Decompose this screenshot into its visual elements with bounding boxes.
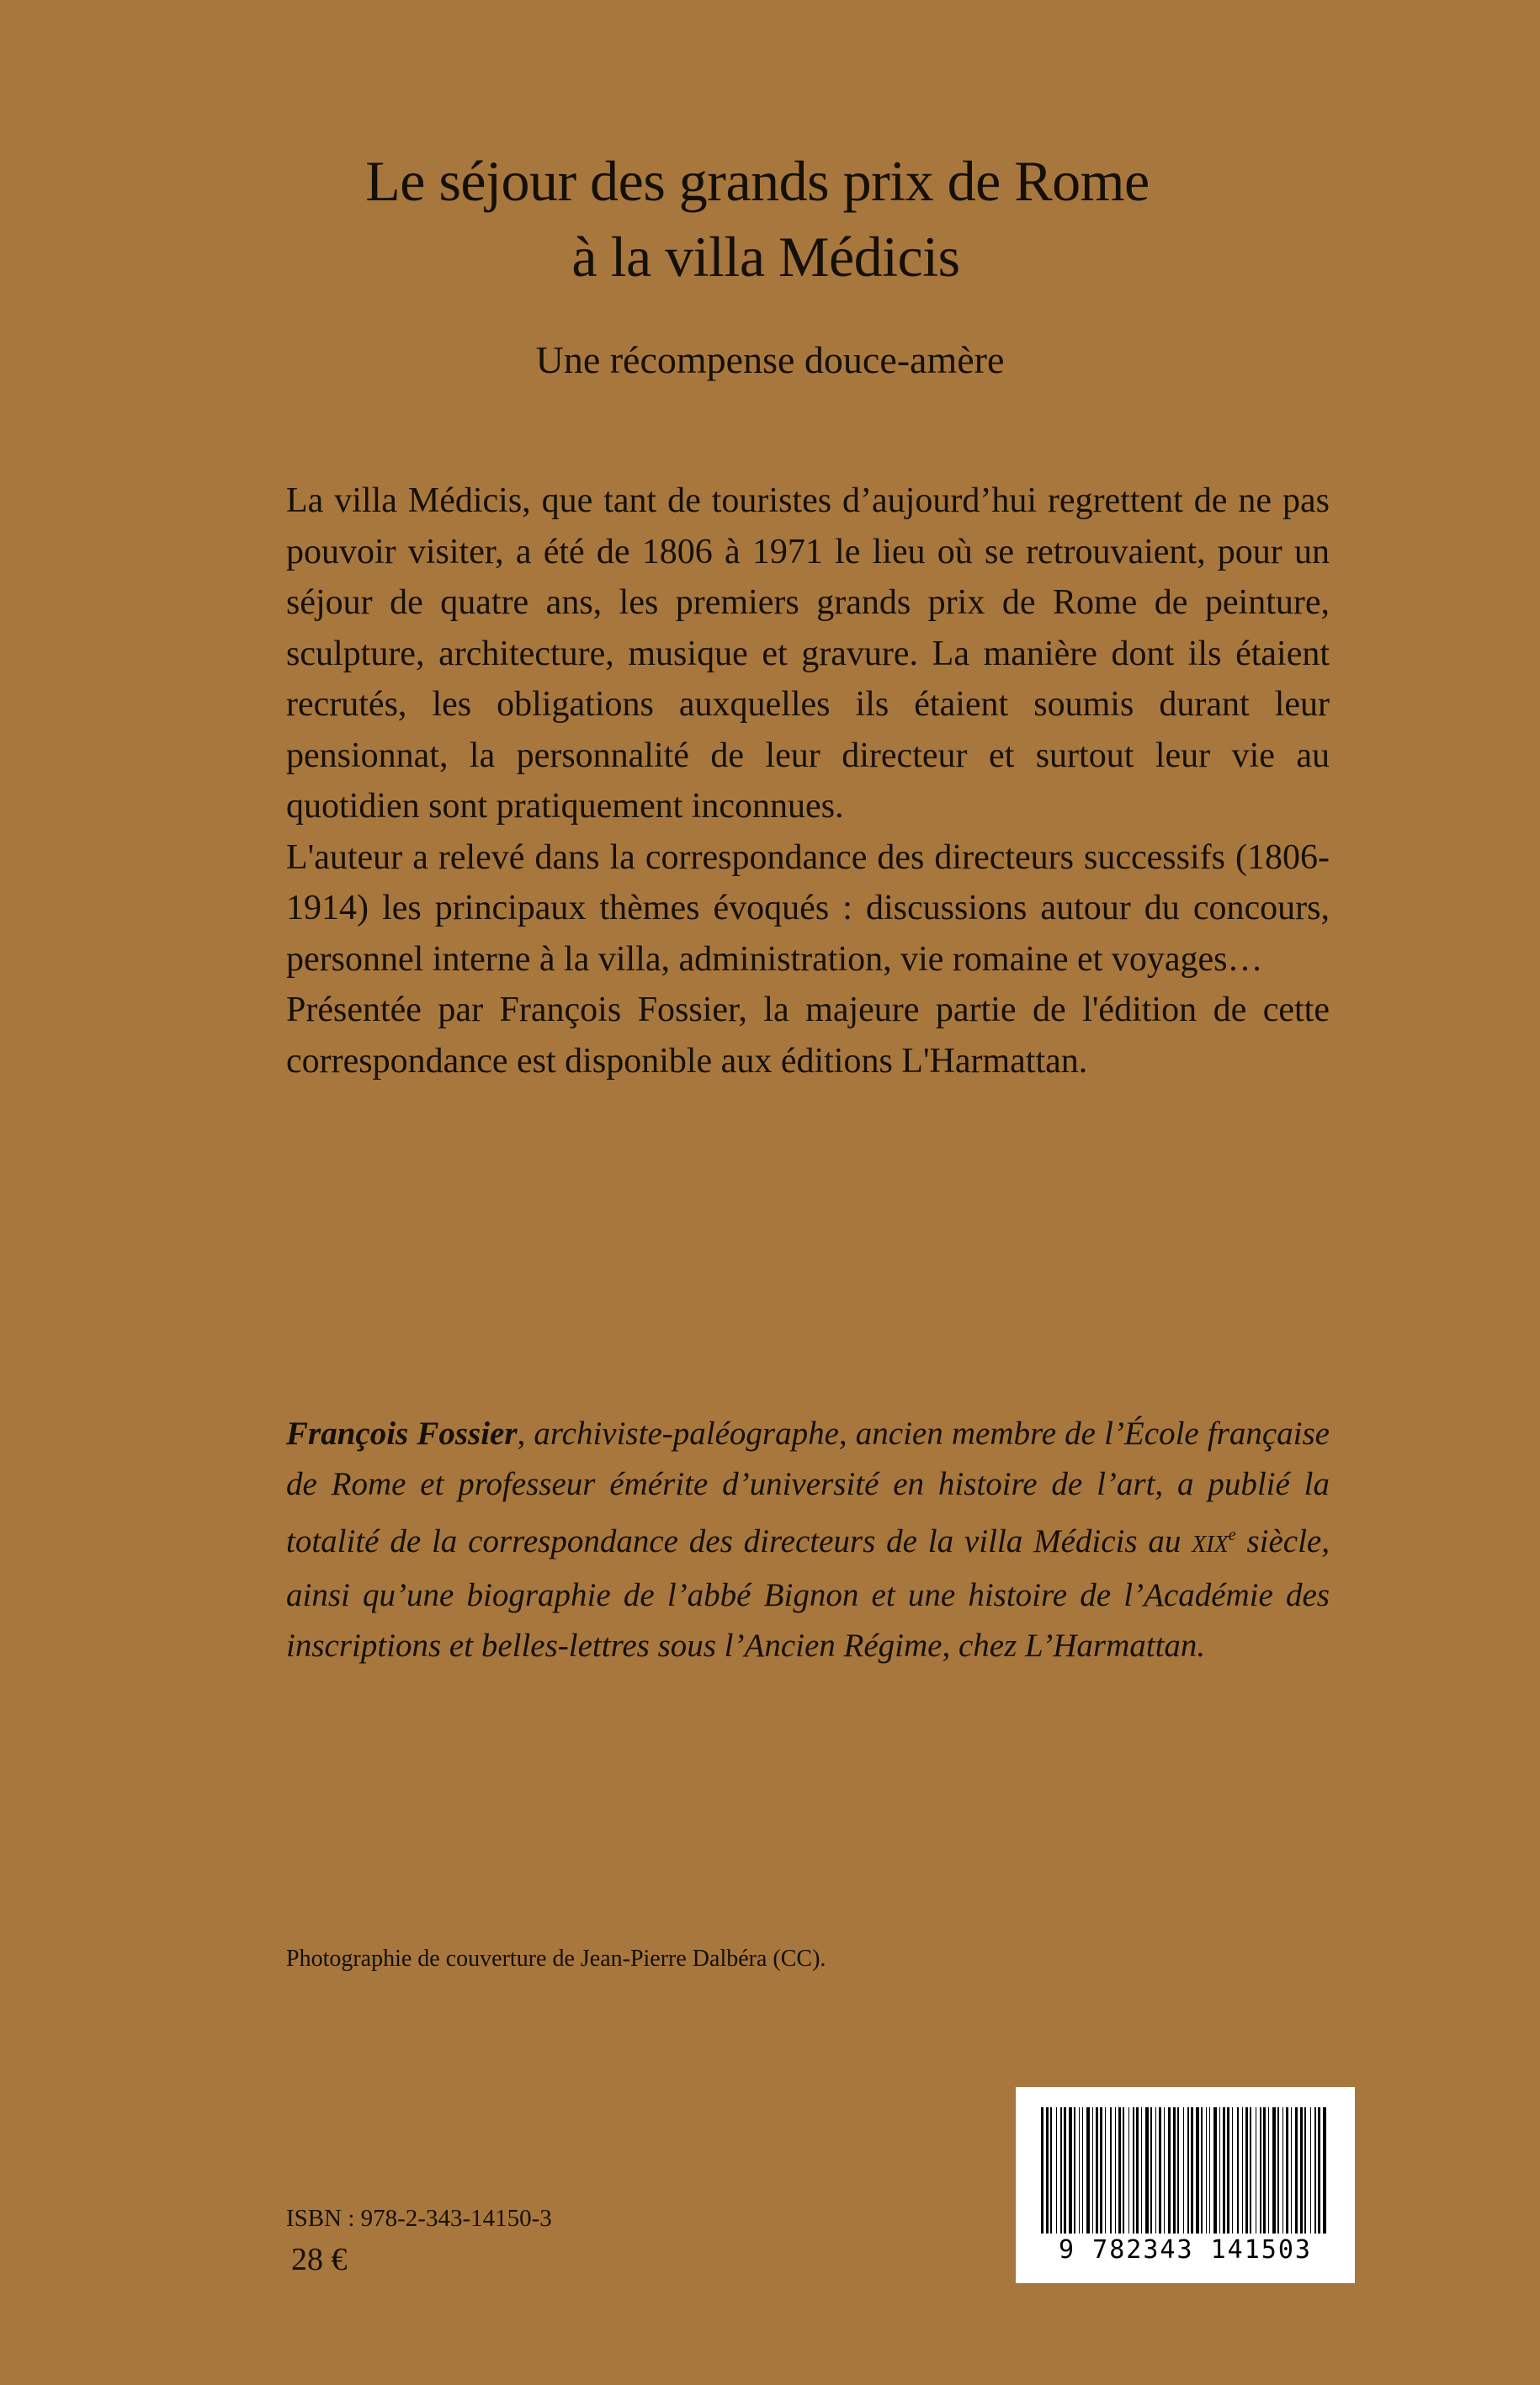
barcode-bar — [1282, 2107, 1283, 2234]
barcode-bar — [1164, 2107, 1165, 2234]
barcode-bar — [1155, 2107, 1156, 2234]
barcode-bar — [1136, 2107, 1139, 2234]
barcode-bar — [1304, 2107, 1306, 2234]
barcode-bar — [1263, 2107, 1266, 2234]
barcode-bar — [1128, 2107, 1129, 2234]
barcode-bar — [1232, 2107, 1233, 2234]
barcode-bar — [1323, 2107, 1326, 2234]
barcode-bar — [1206, 2107, 1207, 2234]
barcode-bars — [1038, 2107, 1333, 2234]
barcode-bar — [1268, 2107, 1269, 2234]
barcode-bar — [1141, 2107, 1142, 2234]
bio-text-part-1: , archiviste-paléographe, ancien membre de l’École française de Rome et professeur émérite d’université en histoire de l’art, a publié la totalité de la correspondance des directeurs de la villa Médicis au — [286, 1416, 1330, 1559]
barcode-bar — [1201, 2107, 1203, 2234]
barcode-bar — [1041, 2107, 1043, 2234]
author-bio — [286, 1409, 1330, 1671]
photo-credit: Photographie de couverture de Jean-Pierre Dalbéra (CC). — [286, 1946, 826, 1972]
barcode-bar — [1145, 2107, 1149, 2234]
barcode-bar — [1219, 2107, 1220, 2234]
author-name: François Fossier — [286, 1416, 518, 1452]
barcode-bar — [1115, 2107, 1116, 2234]
barcode-bar — [1056, 2107, 1057, 2234]
barcode-bar — [1310, 2107, 1311, 2234]
barcode-bar — [1209, 2107, 1210, 2234]
barcode-bar — [1318, 2107, 1320, 2234]
barcode-bar — [1118, 2107, 1121, 2234]
barcode-bar — [1223, 2107, 1225, 2234]
barcode-bar — [1074, 2107, 1075, 2234]
barcode-digits: 9 782343 141503 — [1059, 2235, 1312, 2265]
barcode-bar — [1213, 2107, 1217, 2234]
barcode-bar — [1291, 2107, 1292, 2234]
barcode-bar — [1177, 2107, 1179, 2234]
barcode-bar — [1046, 2107, 1049, 2234]
summary-text — [286, 475, 1330, 1086]
barcode-bar — [1260, 2107, 1261, 2234]
isbn: ISBN : 978-2-343-14150-3 — [286, 2205, 552, 2232]
barcode-bar — [1250, 2107, 1251, 2234]
barcode-bar — [1064, 2107, 1066, 2234]
barcode-bar — [1242, 2107, 1243, 2234]
barcode-bar — [1050, 2107, 1052, 2234]
barcode-bar — [1245, 2107, 1248, 2234]
book-subtitle: Une récompense douce-amère — [535, 338, 1005, 381]
barcode-bar — [1060, 2107, 1062, 2234]
barcode-bar — [1300, 2107, 1303, 2234]
barcode-bar — [1237, 2107, 1239, 2234]
barcode-bar — [1277, 2107, 1279, 2234]
price: 28 € — [291, 2242, 348, 2277]
barcode-bar — [1314, 2107, 1316, 2234]
barcode-bar — [1272, 2107, 1276, 2234]
barcode-bar — [1183, 2107, 1184, 2234]
barcode-bar — [1187, 2107, 1189, 2234]
barcode-bar — [1079, 2107, 1080, 2234]
book-title-line-2: à la villa Médicis — [571, 225, 960, 289]
barcode-bar — [1105, 2107, 1106, 2234]
barcode-bar — [1295, 2107, 1298, 2234]
bio-text-part-2: siècle, ainsi qu’une biographie de l’abbé Bignon et une histoire de l’Académie des inscriptions et belles-lettres sous l’Ancien Régime, chez L’Harmattan. — [286, 1523, 1330, 1664]
barcode-bar — [1069, 2107, 1072, 2234]
barcode-bar — [1133, 2107, 1134, 2234]
barcode-bar — [1227, 2107, 1229, 2234]
bio-century-sup: e — [1228, 1526, 1236, 1544]
barcode-bar — [1086, 2107, 1090, 2234]
barcode-bar — [1196, 2107, 1199, 2234]
summary-paragraph-3: Présentée par François Fossier, la majeure partie de l'édition de cette correspondance est disponible aux éditions L'Harmattan. — [286, 991, 1330, 1081]
barcode-bar — [1082, 2107, 1083, 2234]
bio-century: XIX — [1192, 1532, 1229, 1558]
summary-paragraph-2: L'auteur a relevé dans la correspondance des directeurs successifs (1806-1914) les principaux thèmes évoqués : discussions autour du concours, personnel interne à la villa, administration, vie romaine et voyages… — [286, 837, 1330, 979]
barcode-bar — [1150, 2107, 1152, 2234]
summary-paragraph-1: La villa Médicis, que tant de touristes d’aujourd’hui regrettent de ne pas pouvoir visiter, a été de 1806 à 1971 le lieu où se retrouvaient, pour un séjour de quatre ans, les premiers grands prix de Rome de peinture, sculpture, architecture, musique et gravure. La manière dont ils étaient recrutés, les obligations auxquelles ils étaient soumis durant leur pensionnat, la personnalité de leur directeur et surtout leur vie au quotidien sont pratiquement inconnues. — [286, 481, 1330, 826]
barcode-bar — [1100, 2107, 1102, 2234]
barcode-bar — [1123, 2107, 1124, 2234]
barcode-bar — [1092, 2107, 1093, 2234]
barcode — [1016, 2087, 1355, 2283]
barcode-bar — [1110, 2107, 1112, 2234]
barcode-bar — [1173, 2107, 1176, 2234]
barcode-bar — [1286, 2107, 1288, 2234]
barcode-bar — [1191, 2107, 1193, 2234]
barcode-bar — [1159, 2107, 1161, 2234]
book-title-line-1: Le séjour des grands prix de Rome — [365, 149, 1150, 213]
book-title — [0, 143, 1540, 295]
barcode-bar — [1168, 2107, 1171, 2234]
barcode-bar — [1096, 2107, 1098, 2234]
